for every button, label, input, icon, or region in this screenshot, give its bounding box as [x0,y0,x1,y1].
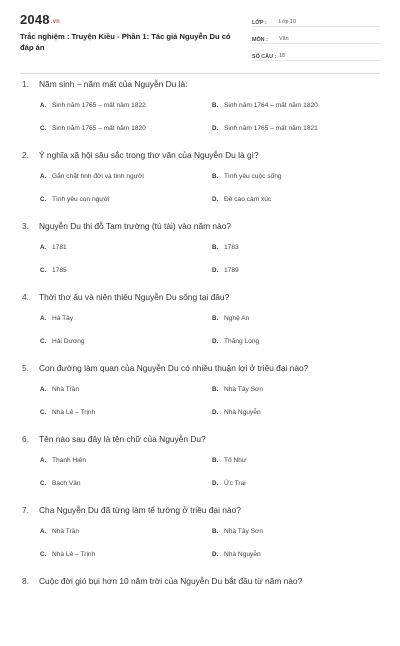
option-c[interactable] [40,408,95,418]
option-letter: C. [40,409,47,416]
option-text: Sinh năm 1765 – mất năm 1820 [52,125,146,132]
question-prompt: Năm sinh – năm mất của Nguyễn Du là: [39,79,188,89]
option-letter: A. [40,173,47,180]
option-a[interactable] [40,456,86,466]
option-letter: B. [212,457,219,464]
option-letter: D. [212,125,219,132]
option-b[interactable] [212,172,282,182]
option-d[interactable] [212,408,261,418]
option-text: Bạch Vân [52,480,81,487]
question-7 [0,504,400,575]
option-text: Nhà Lê – Trịnh [52,551,96,558]
option-b[interactable] [212,527,263,537]
meta-row-subject [252,31,380,44]
question-number: 8. [22,576,29,586]
option-b[interactable] [212,385,263,395]
option-c[interactable] [40,479,81,489]
option-letter: C. [40,480,47,487]
option-c[interactable] [40,266,67,276]
option-text: Nhà Tây Sơn [224,528,264,535]
question-number: 7. [22,505,29,515]
question-prompt: Ý nghĩa xã hội sâu sắc trong thơ văn của Nguyễn Du là gì? [39,150,259,160]
option-letter: A. [40,528,47,535]
option-letter: B. [212,244,219,251]
option-text: Nghệ An [224,315,250,322]
meta-row-class [252,14,380,27]
meta-row-count [252,48,380,61]
question-text [22,362,380,374]
page-header [0,0,400,62]
option-letter: C. [40,267,47,274]
meta-label: SỐ CÂU : [252,54,277,60]
option-text: Hải Dương [52,338,85,345]
question-number: 5. [22,363,29,373]
option-letter: B. [212,528,219,535]
option-letter: C. [40,196,47,203]
option-b[interactable] [212,243,239,253]
question-number: 2. [22,150,29,160]
meta-label: MÔN : [252,37,268,43]
question-2 [0,149,400,220]
question-text [22,433,380,445]
option-d[interactable] [212,337,259,347]
option-text: Nhà Trần [52,528,80,535]
option-d[interactable] [212,195,271,205]
option-letter: D. [212,338,219,345]
question-prompt: Cuộc đời gió bụi hơn 10 năm trời của Nguyễn Du bắt đầu từ năm nào? [39,576,303,586]
option-letter: C. [40,338,47,345]
option-text: Nhà Tây Sơn [224,386,264,393]
option-text: Ức Trai [224,480,246,487]
question-number: 3. [22,221,29,231]
option-a[interactable] [40,385,79,395]
option-c[interactable] [40,124,146,134]
question-text [22,575,380,587]
question-text [22,291,380,303]
meta-label: LỚP : [252,20,267,26]
meta-info [252,14,380,65]
option-text: 1785 [52,267,67,274]
question-prompt: Tên nào sau đây là tên chữ của Nguyễn Du? [39,434,206,444]
option-b[interactable] [212,456,246,466]
meta-value: 18 [279,53,285,59]
option-text: Tố Như [224,457,247,464]
question-prompt: Nguyễn Du thi đỗ Tam trường (tú tài) vào năm nào? [39,221,232,231]
option-text: Sinh năm 1765 – mất năm 1822 [52,102,146,109]
option-c[interactable] [40,550,95,560]
question-prompt: Cha Nguyễn Du đã từng làm tể tướng ở triều đại nào? [39,505,241,515]
option-d[interactable] [212,550,261,560]
option-d[interactable] [212,124,318,134]
question-8 [0,575,400,646]
option-a[interactable] [40,101,146,111]
option-letter: A. [40,386,47,393]
option-letter: A. [40,457,47,464]
option-text: Thanh Hiên [52,457,87,464]
option-text: Nhà Nguyễn [224,551,261,558]
option-letter: B. [212,102,219,109]
option-text: Sinh năm 1764 – mất năm 1820 [224,102,318,109]
option-letter: D. [212,267,219,274]
question-text [22,220,380,232]
option-text: Đề cao cảm xúc [224,196,272,203]
option-a[interactable] [40,527,79,537]
option-a[interactable] [40,172,144,182]
question-6 [0,433,400,504]
option-text: 1781 [52,244,67,251]
option-text: Gắn chặt tình đời và tình người [52,173,144,180]
logo-suffix: .vn [50,19,61,25]
option-letter: D. [212,551,219,558]
option-a[interactable] [40,314,73,324]
option-letter: C. [40,125,47,132]
question-number: 1. [22,79,29,89]
option-letter: A. [40,244,47,251]
question-text [22,149,380,161]
question-prompt: Thời thơ ấu và niên thiếu Nguyễn Du sống tại đâu? [39,292,230,302]
option-letter: A. [40,102,47,109]
option-text: 1783 [224,244,239,251]
option-letter: D. [212,409,219,416]
option-d[interactable] [212,266,239,276]
question-3 [0,220,400,291]
option-letter: D. [212,196,219,203]
site-logo[interactable] [20,12,60,27]
question-number: 6. [22,434,29,444]
option-letter: C. [40,551,47,558]
option-text: Thăng Long [224,338,260,345]
option-text: Sinh năm 1765 – mất năm 1821 [224,125,318,132]
option-c[interactable] [40,337,85,347]
option-letter: B. [212,173,219,180]
option-text: Tình yêu con người [52,196,110,203]
option-letter: A. [40,315,47,322]
logo-main: 2048 [20,12,50,27]
meta-value: Văn [279,36,289,42]
option-b[interactable] [212,314,249,324]
question-number: 4. [22,292,29,302]
option-d[interactable] [212,479,246,489]
option-b[interactable] [212,101,318,111]
option-letter: B. [212,386,219,393]
option-letter: B. [212,315,219,322]
question-prompt: Con đường làm quan của Nguyễn Du có nhiều thuận lợi ở triều đại nào? [39,363,309,373]
question-text [22,78,380,90]
option-text: Nhà Trần [52,386,80,393]
option-text: Tình yêu cuộc sống [224,173,282,180]
option-a[interactable] [40,243,67,253]
question-text [22,504,380,516]
option-text: Hà Tây [52,315,74,322]
document-title: Trắc nghiệm : Truyện Kiều - Phần 1: Tác giả Nguyễn Du có đáp án [20,32,231,52]
question-5 [0,362,400,433]
option-c[interactable] [40,195,110,205]
option-text: Nhà Nguyễn [224,409,261,416]
question-4 [0,291,400,362]
meta-value: Lớp 10 [279,19,297,25]
question-list [0,78,400,646]
header-divider [20,73,380,74]
option-text: Nhà Lê – Trịnh [52,409,96,416]
question-1 [0,78,400,149]
option-letter: D. [212,480,219,487]
option-text: 1789 [224,267,239,274]
